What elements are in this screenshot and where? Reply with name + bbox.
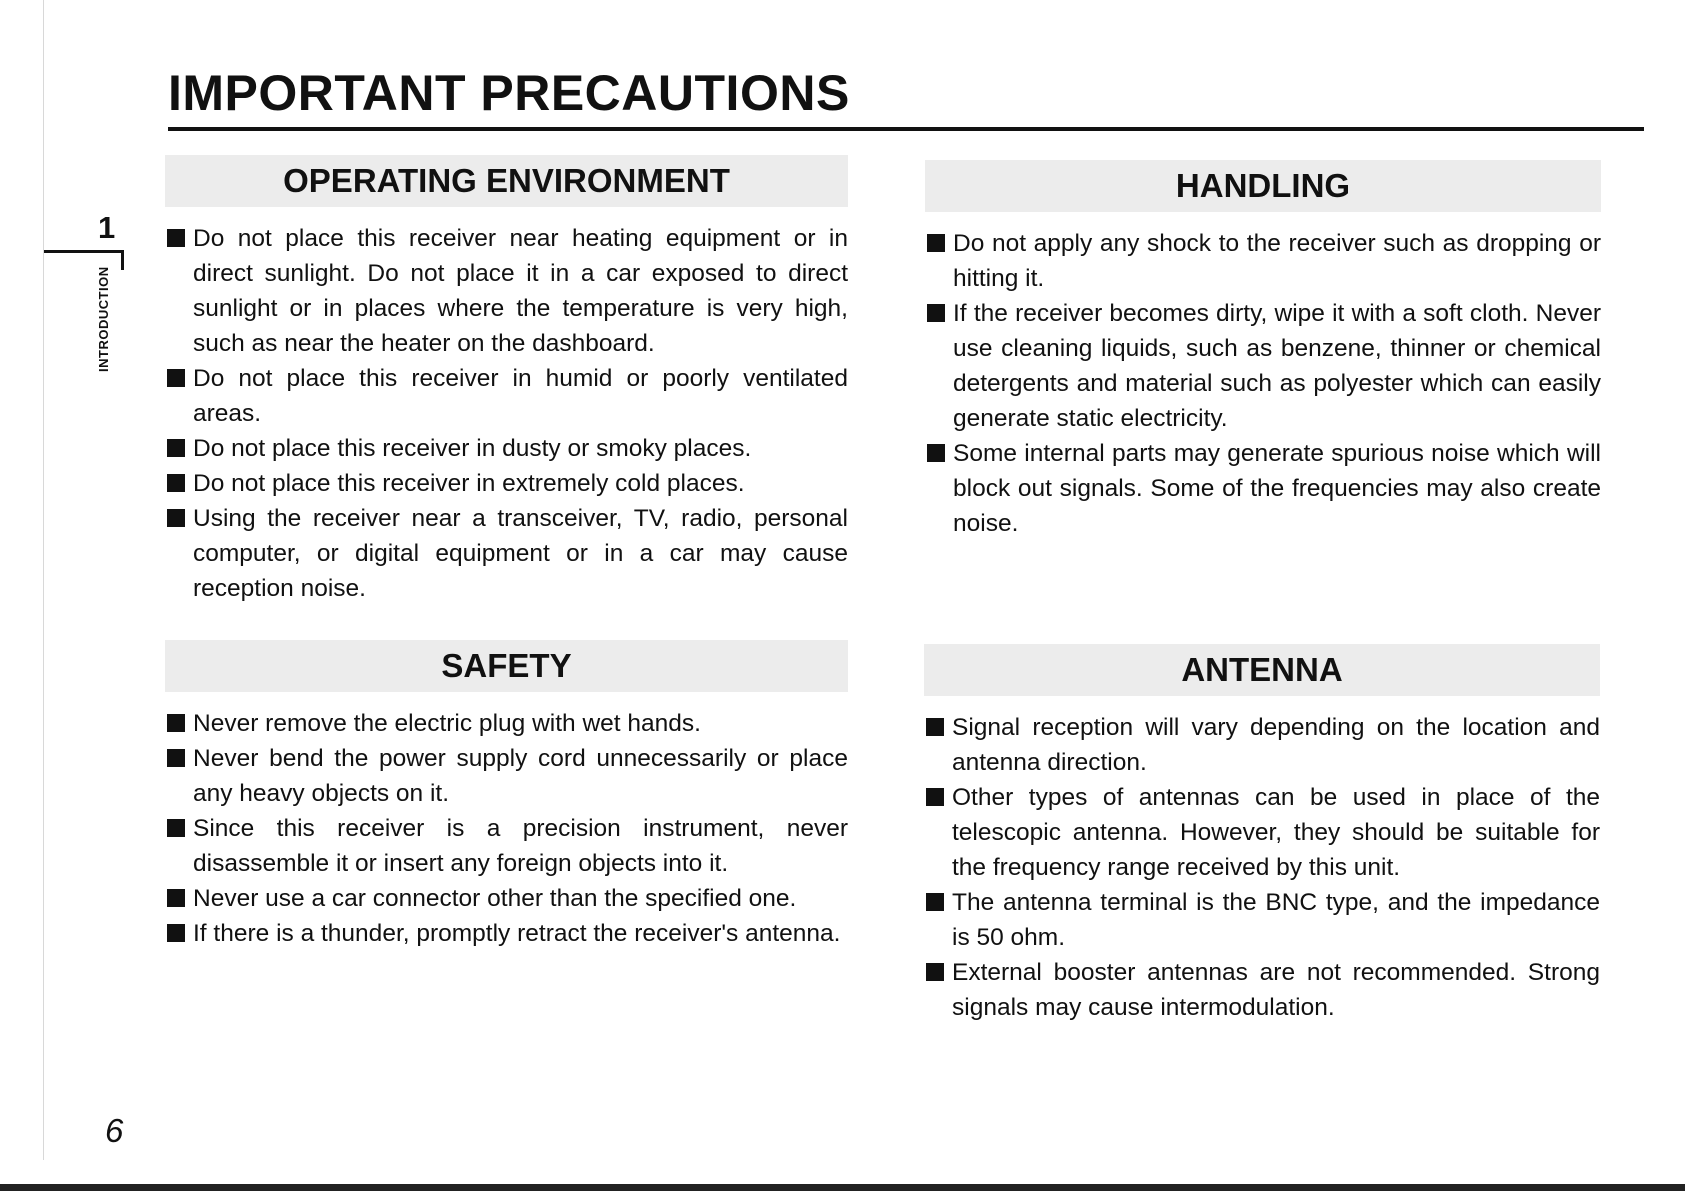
square-bullet-icon <box>167 749 185 767</box>
chapter-tab-line <box>44 250 124 253</box>
precaution-item <box>165 431 848 466</box>
precaution-item <box>165 501 848 606</box>
section-heading: OPERATING ENVIRONMENT <box>165 155 848 207</box>
precaution-text: Never use a car connector other than the specified one. <box>193 885 797 912</box>
precaution-list <box>924 710 1600 1025</box>
section-operating-environment <box>165 155 848 606</box>
precaution-item <box>165 741 848 811</box>
precaution-text: Some internal parts may generate spurious noise which will block out signals. Some of the frequencies may also create noise. <box>953 440 1601 537</box>
square-bullet-icon <box>167 819 185 837</box>
square-bullet-icon <box>167 924 185 942</box>
square-bullet-icon <box>927 444 945 462</box>
precaution-item <box>924 955 1600 1025</box>
square-bullet-icon <box>926 788 944 806</box>
precaution-text: Do not place this receiver in extremely cold places. <box>193 470 745 497</box>
section-antenna <box>924 644 1600 1025</box>
square-bullet-icon <box>167 369 185 387</box>
section-heading: HANDLING <box>925 160 1601 212</box>
precaution-item <box>165 916 848 951</box>
precaution-text: If there is a thunder, promptly retract the receiver's antenna. <box>193 920 841 947</box>
precaution-text: If the receiver becomes dirty, wipe it with a soft cloth. Never use cleaning liquids, such as benzene, thinner or chemical detergents and material such as polyester which can easily generate static electricity. <box>953 300 1601 432</box>
precaution-text: Never bend the power supply cord unnecessarily or place any heavy objects on it. <box>193 745 848 807</box>
precaution-text: Using the receiver near a transceiver, TV, radio, personal computer, or digital equipment or in a car may cause reception noise. <box>193 505 848 602</box>
bottom-scan-edge <box>0 1184 1685 1191</box>
page-number: 6 <box>105 1112 124 1149</box>
section-handling <box>925 160 1601 541</box>
precaution-list <box>925 226 1601 541</box>
precaution-text: Since this receiver is a precision instrument, never disassemble it or insert any foreign objects into it. <box>193 815 848 877</box>
precaution-item <box>924 780 1600 885</box>
precaution-item <box>165 361 848 431</box>
precaution-list <box>165 221 848 606</box>
chapter-number: 1 <box>98 210 116 245</box>
square-bullet-icon <box>167 474 185 492</box>
square-bullet-icon <box>167 714 185 732</box>
section-heading: SAFETY <box>165 640 848 692</box>
precaution-item <box>925 436 1601 541</box>
precaution-text: Never remove the electric plug with wet hands. <box>193 710 701 737</box>
precaution-list <box>165 706 848 951</box>
precaution-item <box>165 881 848 916</box>
square-bullet-icon <box>927 234 945 252</box>
square-bullet-icon <box>167 439 185 457</box>
precaution-text: The antenna terminal is the BNC type, and the impedance is 50 ohm. <box>952 889 1600 951</box>
precaution-item <box>165 466 848 501</box>
square-bullet-icon <box>926 963 944 981</box>
square-bullet-icon <box>926 718 944 736</box>
page-edge-line <box>43 0 44 1160</box>
precaution-item <box>924 885 1600 955</box>
precaution-text: Do not place this receiver near heating equipment or in direct sunlight. Do not place it in a car exposed to direct sunlight or in places where the temperature is very high, such as near the heater on the dashboard. <box>193 225 848 357</box>
precaution-text: Do not place this receiver in dusty or smoky places. <box>193 435 752 462</box>
page-title: IMPORTANT PRECAUTIONS <box>168 65 850 121</box>
precaution-item <box>165 706 848 741</box>
precaution-item <box>924 710 1600 780</box>
square-bullet-icon <box>167 509 185 527</box>
square-bullet-icon <box>167 889 185 907</box>
section-heading: ANTENNA <box>924 644 1600 696</box>
precaution-text: Signal reception will vary depending on the location and antenna direction. <box>952 714 1600 776</box>
square-bullet-icon <box>167 229 185 247</box>
precaution-text: Other types of antennas can be used in place of the telescopic antenna. However, they should be suitable for the frequency range received by this unit. <box>952 784 1600 881</box>
chapter-tab-tick <box>121 250 124 270</box>
precaution-item <box>165 221 848 361</box>
precaution-item <box>925 226 1601 296</box>
precaution-text: External booster antennas are not recommended. Strong signals may cause intermodulation. <box>952 959 1600 1021</box>
precaution-item <box>165 811 848 881</box>
section-safety <box>165 640 848 951</box>
chapter-label: INTRODUCTION <box>96 266 111 372</box>
title-underline <box>168 127 1644 131</box>
precaution-text: Do not place this receiver in humid or poorly ventilated areas. <box>193 365 848 427</box>
square-bullet-icon <box>927 304 945 322</box>
square-bullet-icon <box>926 893 944 911</box>
precaution-item <box>925 296 1601 436</box>
precaution-text: Do not apply any shock to the receiver such as dropping or hitting it. <box>953 230 1601 292</box>
